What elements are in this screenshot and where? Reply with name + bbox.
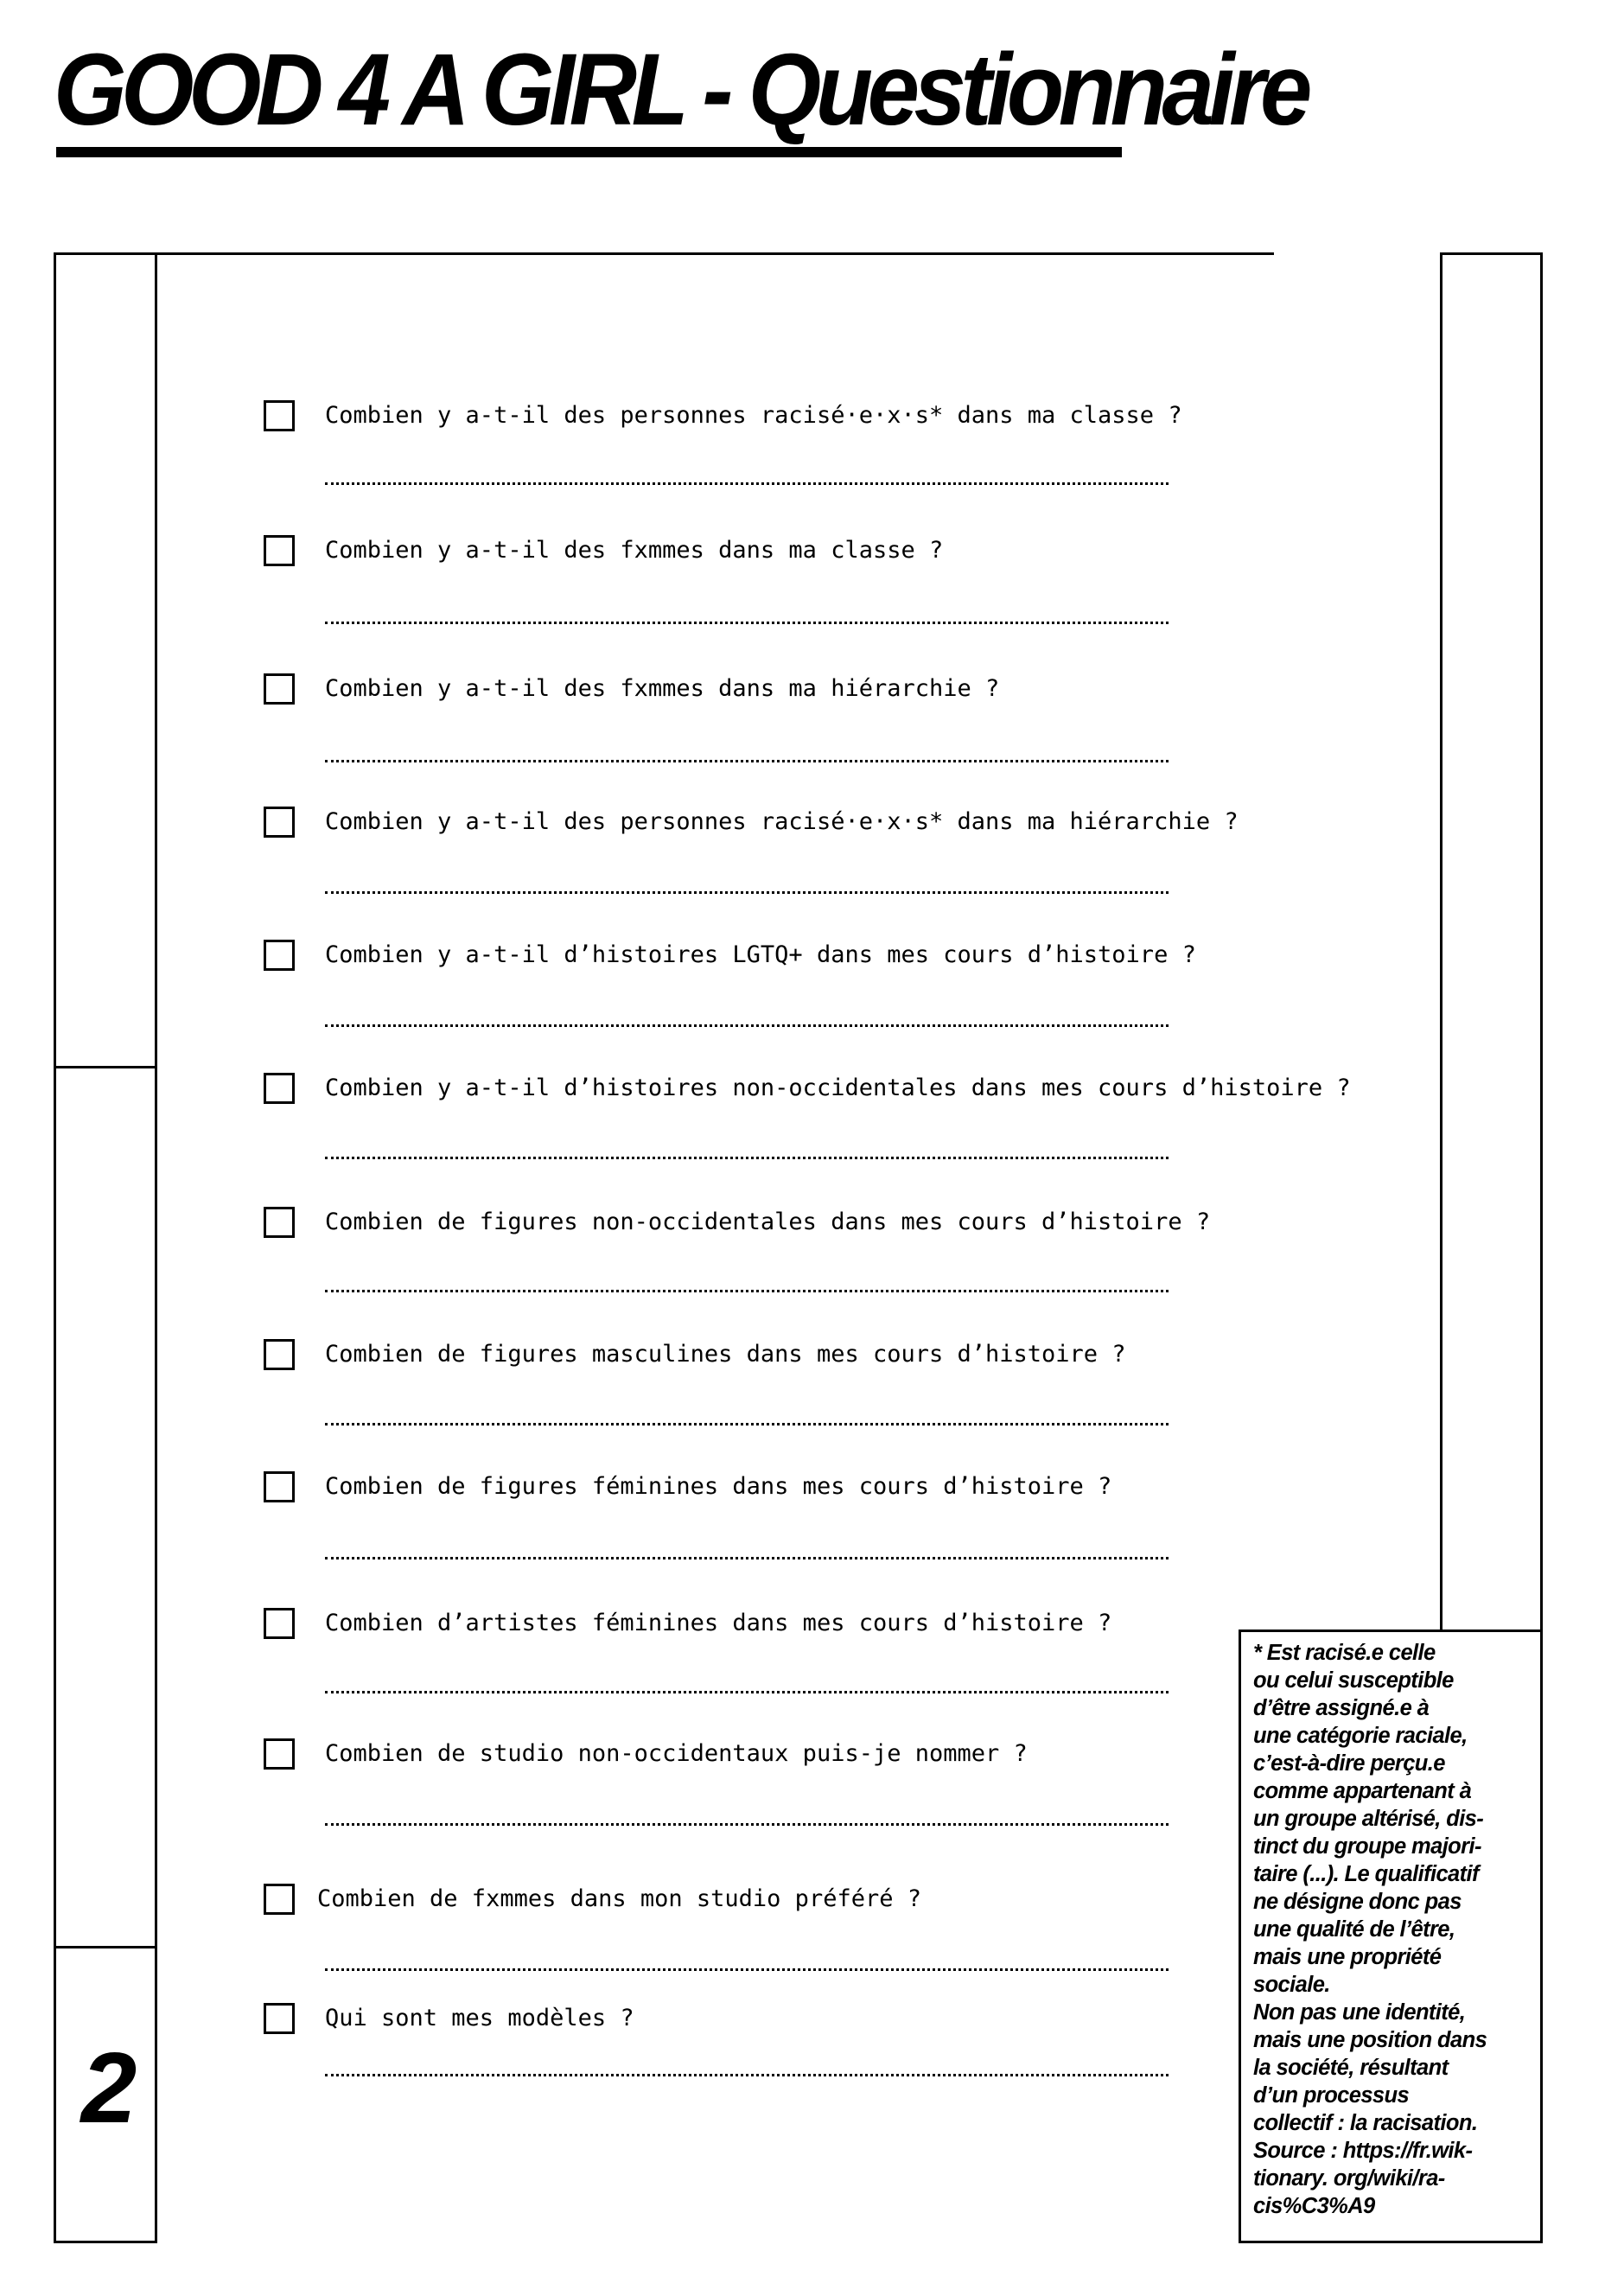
question-text: Combien de fxmmes dans mon studio préféré ? xyxy=(317,1885,921,1912)
question-checkbox[interactable] xyxy=(264,1471,295,1502)
question-item xyxy=(264,673,1474,777)
footnote-line: comme appartenant à xyxy=(1253,1779,1472,1803)
question-checkbox[interactable] xyxy=(264,940,295,971)
question-text: Combien y a-t-il des personnes racisé·e·x·s* dans ma hiérarchie ? xyxy=(325,808,1239,835)
question-text: Combien y a-t-il d’histoires LGTQ+ dans mes cours d’histoire ? xyxy=(325,941,1196,968)
footnote-line: c’est-à-dire perçu.e xyxy=(1253,1751,1445,1776)
question-checkbox[interactable] xyxy=(264,535,295,566)
answer-line[interactable] xyxy=(325,1024,1169,1027)
footnote-line: Non pas une identité, xyxy=(1253,2000,1466,2025)
page-number: 2 xyxy=(80,2031,134,2144)
question-text: Combien y a-t-il des fxmmes dans ma hiérarchie ? xyxy=(325,675,1000,702)
question-item xyxy=(264,400,1474,504)
question-item xyxy=(264,1207,1474,1311)
question-checkbox[interactable] xyxy=(264,1738,295,1770)
question-checkbox[interactable] xyxy=(264,1608,295,1639)
footnote-line: d’un processus xyxy=(1253,2083,1410,2108)
footnote-line: un groupe altérisé, dis- xyxy=(1253,1807,1484,1831)
question-checkbox[interactable] xyxy=(264,1884,295,1915)
footnote-line: la société, résultant xyxy=(1253,2056,1449,2080)
answer-line[interactable] xyxy=(325,760,1169,762)
answer-line[interactable] xyxy=(325,1823,1169,1826)
footnote-line: tinct du groupe majori- xyxy=(1253,1834,1481,1859)
question-text: Combien y a-t-il d’histoires non-occidentales dans mes cours d’histoire ? xyxy=(325,1075,1351,1101)
question-checkbox[interactable] xyxy=(264,1339,295,1370)
question-text: Combien de studio non-occidentaux puis-je nommer ? xyxy=(325,1740,1028,1767)
top-rule xyxy=(156,252,1274,255)
answer-line[interactable] xyxy=(325,1290,1169,1292)
footnote-line: une qualité de l’être, xyxy=(1253,1917,1455,1942)
left-column-divider-upper xyxy=(54,1066,157,1068)
question-item xyxy=(264,1339,1474,1443)
answer-line[interactable] xyxy=(325,1968,1169,1971)
answer-line[interactable] xyxy=(325,1423,1169,1425)
answer-line[interactable] xyxy=(325,1691,1169,1693)
question-item xyxy=(264,807,1474,910)
question-text: Combien de figures masculines dans mes cours d’histoire ? xyxy=(325,1341,1126,1368)
question-checkbox[interactable] xyxy=(264,2003,295,2034)
question-text: Qui sont mes modèles ? xyxy=(325,2005,634,2031)
answer-line[interactable] xyxy=(325,1157,1169,1159)
question-checkbox[interactable] xyxy=(264,400,295,431)
footnote-source-line: Source : https://fr.wik- xyxy=(1253,2139,1473,2163)
question-text: Combien de figures non-occidentales dans mes cours d’histoire ? xyxy=(325,1209,1211,1235)
question-text: Combien d’artistes féminines dans mes cours d’histoire ? xyxy=(325,1610,1112,1636)
footnote-line: mais une position dans xyxy=(1253,2028,1487,2052)
question-text: Combien y a-t-il des fxmmes dans ma classe ? xyxy=(325,537,944,564)
footnote-line: mais une propriété xyxy=(1253,1945,1442,1969)
question-checkbox[interactable] xyxy=(264,807,295,838)
footnote-line: collectif : la racisation. xyxy=(1253,2111,1478,2135)
answer-line[interactable] xyxy=(325,1557,1169,1559)
answer-line[interactable] xyxy=(325,482,1169,485)
footnote-source-line: tionary. org/wiki/ra- xyxy=(1253,2166,1445,2191)
footnote-line: taire (...). Le qualificatif xyxy=(1253,1862,1479,1886)
question-item xyxy=(264,940,1474,1043)
question-text: Combien y a-t-il des personnes racisé·e·x·s* dans ma classe ? xyxy=(325,402,1182,429)
question-checkbox[interactable] xyxy=(264,1207,295,1238)
footnote-line: * Est racisé.e celle xyxy=(1253,1641,1436,1665)
question-checkbox[interactable] xyxy=(264,1073,295,1104)
footnote-box xyxy=(1239,1630,1543,2243)
left-column-divider-lower xyxy=(54,1946,157,1948)
footnote-line: d’être assigné.e à xyxy=(1253,1696,1430,1720)
footnote-source-line: cis%C3%A9 xyxy=(1253,2194,1375,2218)
title-underline xyxy=(56,147,1122,157)
footnote-line: une catégorie raciale, xyxy=(1253,1724,1468,1748)
footnote-line: ou celui susceptible xyxy=(1253,1668,1454,1693)
answer-line[interactable] xyxy=(325,622,1169,624)
footnote-line: sociale. xyxy=(1253,1973,1330,1997)
page-title: GOOD 4 A GIRL - Questionnaire xyxy=(54,33,1307,147)
question-text: Combien de figures féminines dans mes cours d’histoire ? xyxy=(325,1473,1112,1500)
answer-line[interactable] xyxy=(325,2074,1169,2076)
question-item xyxy=(264,1073,1474,1177)
answer-line[interactable] xyxy=(325,891,1169,894)
question-item xyxy=(264,535,1474,639)
left-margin-column xyxy=(54,252,157,2243)
question-item xyxy=(264,1471,1474,1575)
question-checkbox[interactable] xyxy=(264,673,295,705)
footnote-line: ne désigne donc pas xyxy=(1253,1890,1462,1914)
